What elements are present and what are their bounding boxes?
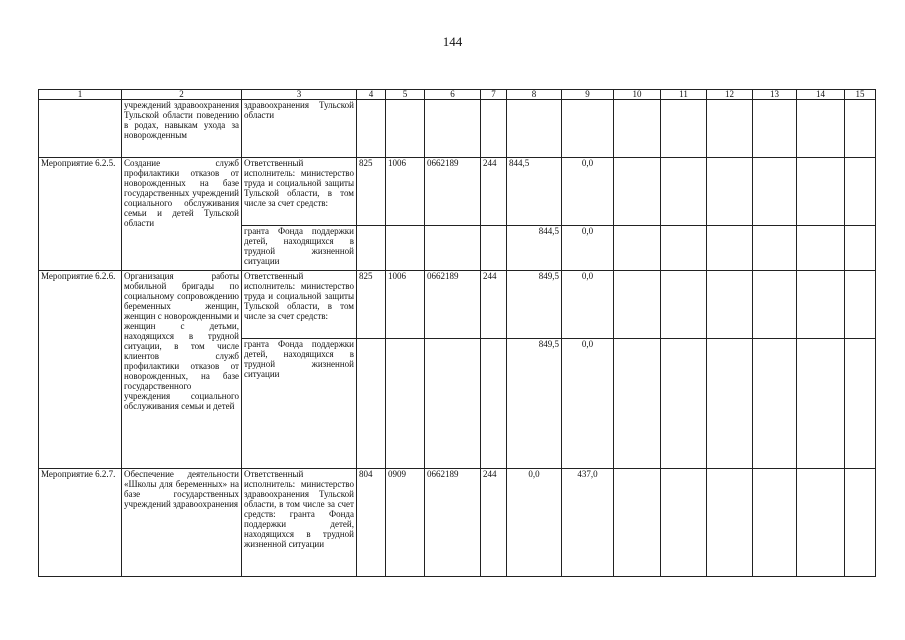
header-cell: 12: [707, 90, 753, 100]
cell-description: учреждений здравоохранения Тульской области поведению в родах, навыкам ухода за новорожденным: [122, 100, 242, 158]
cell-col6: 0662189: [425, 271, 481, 339]
cell-executor: Ответственный исполнитель: министерство труда и социальной защиты Тульской области, в том числе за счет средств:: [242, 271, 357, 339]
cell-activity: Мероприятие 6.2.7.: [39, 469, 122, 577]
cell-col8: 0,0: [507, 469, 562, 577]
cell-activity: [39, 100, 122, 158]
header-cell: 6: [425, 90, 481, 100]
header-cell: 13: [753, 90, 797, 100]
header-cell: 7: [481, 90, 507, 100]
cell-col8: 849,5: [507, 271, 562, 339]
cell-executor: гранта Фонда поддержки детей, находящихся в трудной жизненной ситуации: [242, 226, 357, 271]
header-cell: 1: [39, 90, 122, 100]
cell-col9: 0,0: [562, 158, 614, 226]
cell-description: Создание служб профилактики отказов от новорожденных на базе государственных учреждений социального обслуживания семьи и детей Тульской области: [122, 158, 242, 271]
header-cell: 4: [357, 90, 386, 100]
cell-col6: 0662189: [425, 158, 481, 226]
page-number: 144: [442, 34, 463, 49]
header-row: [39, 90, 876, 100]
cell-executor: Ответственный исполнитель: министерство здравоохранения Тульской области, в том числе за счет средств: гранта Фонда поддержки детей, находящихся в трудной жизненной ситуации: [242, 469, 357, 577]
table-row-6-2-6: [39, 271, 876, 339]
cell-description: Организация работы мобильной бригады по социальному сопровождению беременных женщин, женщин с новорожденными и женщин с детьми, находящихся в трудной ситуации, в том числе клиентов служб профилактики отказов от новорожденных, на базе государственного учреждения социального обслуживания семьи и детей: [122, 271, 242, 469]
cell-col4: 825: [357, 271, 386, 339]
cell-col9: 0,0: [562, 226, 614, 271]
cell-col4: 804: [357, 469, 386, 577]
header-cell: 11: [661, 90, 707, 100]
table-row-6-2-7: [39, 469, 876, 577]
header-cell: 15: [845, 90, 876, 100]
cell-col6: 0662189: [425, 469, 481, 577]
header-cell: 5: [386, 90, 425, 100]
header-cell: 14: [797, 90, 845, 100]
cell-col5: 1006: [386, 158, 425, 226]
cell-activity: Мероприятие 6.2.5.: [39, 158, 122, 271]
cell-col5: 1006: [386, 271, 425, 339]
budget-table: [38, 89, 876, 577]
cell-col7: 244: [481, 469, 507, 577]
cell-col9: 0,0: [562, 339, 614, 469]
header-cell: 8: [507, 90, 562, 100]
table-row-continuation: [39, 100, 876, 158]
cell-executor: здравоохранения Тульской области: [242, 100, 357, 158]
cell-col5: 0909: [386, 469, 425, 577]
header-cell: 3: [242, 90, 357, 100]
cell-executor: гранта Фонда поддержки детей, находящихся в трудной жизненной ситуации: [242, 339, 357, 469]
header-cell: 10: [614, 90, 661, 100]
cell-col8: 844,5: [507, 158, 562, 226]
header-cell: 2: [122, 90, 242, 100]
cell-col4: 825: [357, 158, 386, 226]
cell-col7: 244: [481, 271, 507, 339]
cell-description: Обеспечение деятельности «Школы для беременных» на базе государственных учреждений здравоохранения: [122, 469, 242, 577]
cell-col8: 849,5: [507, 339, 562, 469]
table-row-6-2-5: [39, 158, 876, 226]
cell-col9: 0,0: [562, 271, 614, 339]
cell-executor: Ответственный исполнитель: министерство труда и социальной защиты Тульской области, в том числе за счет средств:: [242, 158, 357, 226]
cell-col9: 437,0: [562, 469, 614, 577]
header-cell: 9: [562, 90, 614, 100]
cell-col8: 844,5: [507, 226, 562, 271]
cell-col7: 244: [481, 158, 507, 226]
cell-activity: Мероприятие 6.2.6.: [39, 271, 122, 469]
